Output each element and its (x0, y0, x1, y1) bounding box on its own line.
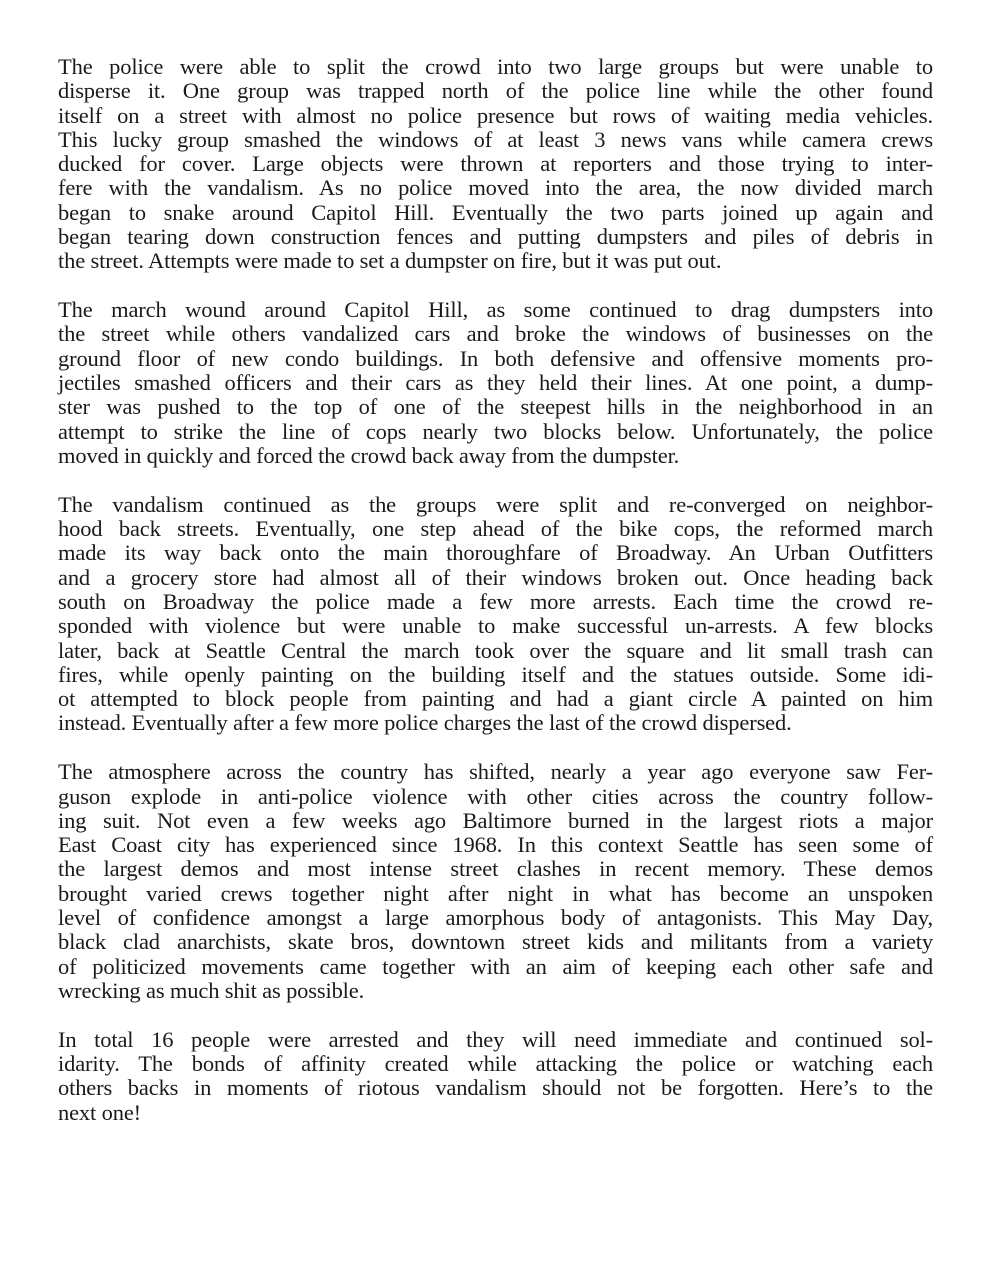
text-line: black clad anarchists, skate bros, downtown street kids and militants from a variety (58, 929, 933, 955)
text-line: disperse it. One group was trapped north of the police line while the other found (58, 78, 933, 104)
text-line: itself on a street with almost no police presence but rows of waiting media vehicles. (58, 102, 933, 128)
text-line: guson explode in anti-police violence with other cities across the country follow- (58, 783, 933, 809)
paragraph-5 (58, 1028, 933, 1125)
text-line: The vandalism continued as the groups were split and re-converged on neighbor- (58, 491, 933, 517)
text-line: attempt to strike the line of cops nearly two blocks below. Unfortunately, the police (58, 418, 933, 444)
text-line: began to snake around Capitol Hill. Eventually the two parts joined up again and (58, 199, 933, 225)
text-line: the street while others vandalized cars and broke the windows of businesses on the (58, 321, 933, 347)
text-line: the largest demos and most intense street clashes in recent memory. These demos (58, 856, 933, 882)
text-line: idarity. The bonds of affinity created while attacking the police or watching each (58, 1050, 933, 1076)
text-line: the street. Attempts were made to set a dumpster on fire, but it was put out. (58, 248, 722, 274)
text-line: south on Broadway the police made a few more arrests. Each time the crowd re- (58, 588, 933, 614)
text-line: fere with the vandalism. As no police moved into the area, the now divided march (58, 175, 933, 201)
text-line: ground floor of new condo buildings. In both defensive and offensive moments pro- (58, 345, 933, 371)
paragraph-4 (58, 760, 933, 1003)
text-line: next one! (58, 1099, 141, 1125)
paragraph-3 (58, 493, 933, 736)
text-line: level of confidence amongst a large amorphous body of antagonists. This May Day, (58, 905, 933, 930)
text-line: wrecking as much shit as possible. (58, 977, 365, 1003)
text-line: began tearing down construction fences and putting dumpsters and piles of debris in (58, 224, 933, 250)
paragraph-1 (58, 55, 933, 274)
text-line: ing suit. Not even a few weeks ago Baltimore burned in the largest riots a major (58, 807, 933, 833)
text-line: East Coast city has experienced since 1968. In this context Seattle has seen some of (58, 832, 933, 858)
text-line: fires, while openly painting on the building itself and the statues outside. Some idi- (58, 661, 933, 687)
text-line: The atmosphere across the country has shifted, nearly a year ago everyone saw Fer- (58, 759, 933, 785)
text-line: brought varied crews together night after night in what has become an unspoken (58, 880, 933, 906)
text-line: The police were able to split the crowd into two large groups but were unable to (58, 54, 933, 79)
text-line: of politicized movements came together with an aim of keeping each other safe and (58, 953, 933, 979)
text-line: ducked for cover. Large objects were thrown at reporters and those trying to inter- (58, 151, 933, 177)
article-body (58, 55, 933, 1149)
paragraph-2 (58, 298, 933, 468)
text-line: jectiles smashed officers and their cars as they held their lines. At one point, a dump- (58, 370, 933, 396)
text-line: later, back at Seattle Central the march took over the square and lit small trash can (58, 637, 933, 663)
text-line: hood back streets. Eventually, one step ahead of the bike cops, the reformed march (58, 516, 933, 542)
text-line: sponded with violence but were unable to make successful un-arrests. A few blocks (58, 613, 933, 639)
text-line: moved in quickly and forced the crowd back away from the dumpster. (58, 442, 680, 468)
text-line: instead. Eventually after a few more police charges the last of the crowd dispersed. (58, 710, 792, 736)
text-line: others backs in moments of riotous vandalism should not be forgotten. Here’s to the (58, 1075, 933, 1101)
text-line: ster was pushed to the top of one of the steepest hills in the neighborhood in an (58, 394, 933, 420)
text-line: made its way back onto the main thoroughfare of Broadway. An Urban Outfitters (58, 540, 933, 566)
text-line: ot attempted to block people from painting and had a giant circle A painted on him (58, 686, 933, 712)
text-line: and a grocery store had almost all of their windows broken out. Once heading back (58, 564, 933, 590)
text-line: This lucky group smashed the windows of at least 3 news vans while camera crews (58, 126, 933, 152)
text-line: The march wound around Capitol Hill, as some continued to drag dumpsters into (58, 297, 933, 323)
text-line: In total 16 people were arrested and they will need immediate and continued sol- (58, 1026, 933, 1052)
